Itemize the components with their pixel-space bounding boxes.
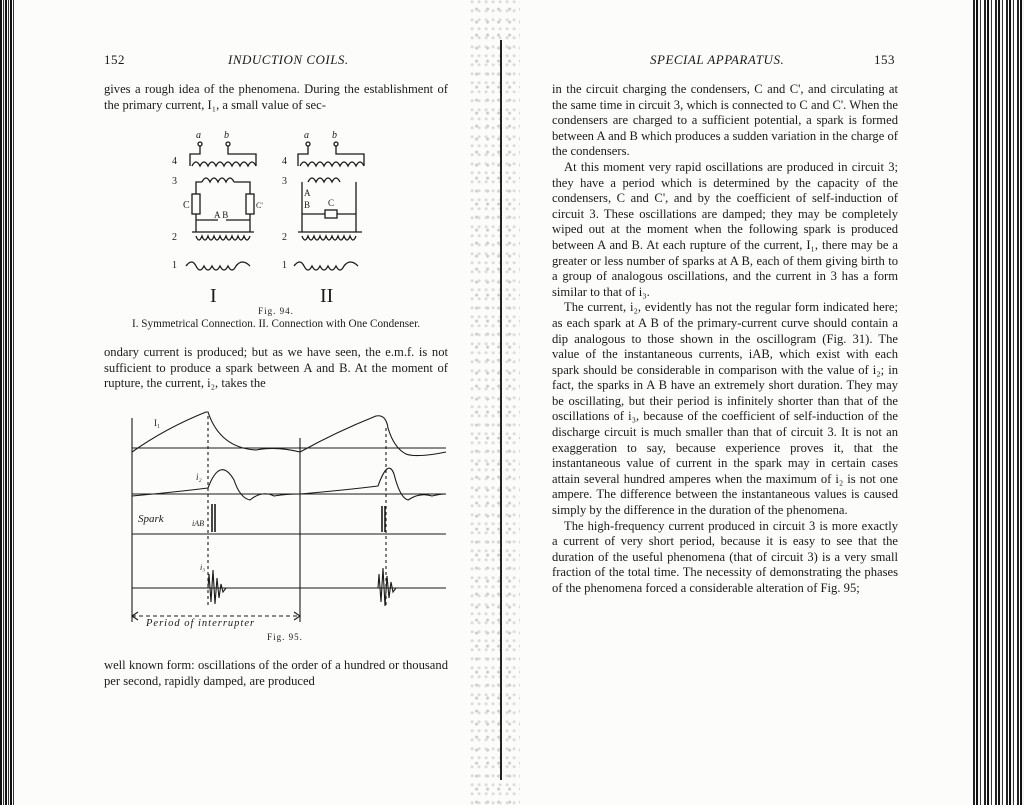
left-running-head: INDUCTION COILS. [228,52,349,67]
fig95-diagram [116,408,450,634]
fig94-ii-label-b: B [304,200,311,210]
left-bottom-paragraph: well known form: oscillations of the order of a hundred or thousand per second, rapidly damped, are produced [104,658,448,688]
left-bottom-text [104,658,448,689]
left-intro-text [104,82,448,113]
left-binding-edge [0,0,14,805]
fig94-caption: I. Symmetrical Connection. II. Connection with One Condenser. [131,318,421,330]
fig95-period-label: Period of interrupter [146,618,256,629]
right-paragraph-4: The high-frequency current produced in circuit 3 is more exactly a current of very short period, because it is easy to see that the duration of the useful phenomena (that of circuit 3) is a very small fraction of the total time. The necessity of demonstrating the phases of the phenomena forced a considerable alteration of Fig. 95; [552,518,898,595]
fig95-label-iab: iAB [192,519,204,528]
fig94-label-b-2: b [332,130,337,141]
fig94-circuit-2: 2 [172,232,177,243]
fig94-label-a-2: a [304,130,309,141]
center-gutter-shadow [470,0,520,805]
fig94-ii-label-a: A [304,188,311,198]
fig95-label-i3: i₃ [200,563,206,572]
fig94-diagram [170,124,370,304]
fig94-circuit-4-ii: 4 [282,156,287,167]
fig94-label-a: a [196,130,201,141]
fig94-label-c: C [183,200,190,211]
right-page-number: 153 [874,52,895,67]
fig95-label-i1: I₁ [154,418,161,428]
fig94-circuit-3-ii: 3 [282,176,287,187]
fig94-circuit-1: 1 [172,260,177,271]
fig95-label-i2: i₂ [196,472,202,482]
right-body-text [552,82,898,597]
fig94-roman-ii: II [320,285,334,304]
right-paragraph-3: The current, i₂, evidently has not the regular form indicated here; as each spark at A B of the primary-current curve should contain a dip analogous to those shown in the oscillogram (Fig. 31). The value of the instantaneous currents, iAB, which exist with each spark should be considerable in comparison with the value of i₂; in fact, the sparks in A B have an extremely short duration. They may be oscillating, but their period is infinitely shorter than that of the oscillations of i₃, because of the coefficient of self-induction of the discharge circuit is much smaller than that of circuit 3. It is not an exaggeration to say, because experience proves it, that the instantaneous value of current in the spark may in certain cases attain several hundred amperes when the maximum of i₂ is not one ampere. The difference between the instantaneous values is caused simply by the difference in the duration of the phenomena. [552,300,898,518]
left-page-number: 152 [104,52,125,67]
fig94-label-b: b [224,130,229,141]
fig94-ii-label-c: C [328,198,335,208]
fig95-label: Fig. 95. [267,632,303,642]
fig94-label-ab: A B [214,210,229,220]
fig94-circuit-1-ii: 1 [282,260,287,271]
left-middle-text [104,345,448,392]
left-intro-paragraph: gives a rough idea of the phenomena. During the establishment of the primary current, I₁, a small value of sec- [104,82,448,112]
fig94-circuit-2-ii: 2 [282,232,287,243]
right-paragraph-1: in the circuit charging the condensers, C and C', and circulating at the same time in circuit 3, which is connected to C and C'. When the condensers are charged to a sufficient potential, a spark is formed between A and B which produces a sudden variation in the charge of the condensers. [552,82,898,159]
fig94-circuit-3: 3 [172,176,177,187]
left-middle-paragraph: ondary current is produced; but as we have seen, the e.m.f. is not sufficient to produce a spark between A and B. At the moment of rupture, the current, i₂, takes the [104,345,448,391]
fig94-label: Fig. 94. [258,306,294,316]
right-paragraph-2: At this moment very rapid oscillations are produced in circuit 3; they have a period which is determined by the capacity of the condensers, C and C', and by the coefficient of self-induction of circuit 3. These oscillations are damped; they may be completely wiped out at the moment when the following spark is produced between A and B. At each rupture of the current, I₁, there may be a greater or less number of sparks at A B, each of them giving birth to a group of analogous oscillations, and the current in 3 has a form similar to that of i₃. [552,159,898,299]
fig94-label-c-prime: C' [256,201,263,210]
right-running-head: SPECIAL APPARATUS. [650,52,785,67]
center-gutter-line [500,40,502,780]
fig95-label-spark: Spark [138,513,164,525]
fig94-circuit-4: 4 [172,156,177,167]
fig94-roman-i: I [210,285,217,304]
right-binding-edge [970,0,1024,805]
